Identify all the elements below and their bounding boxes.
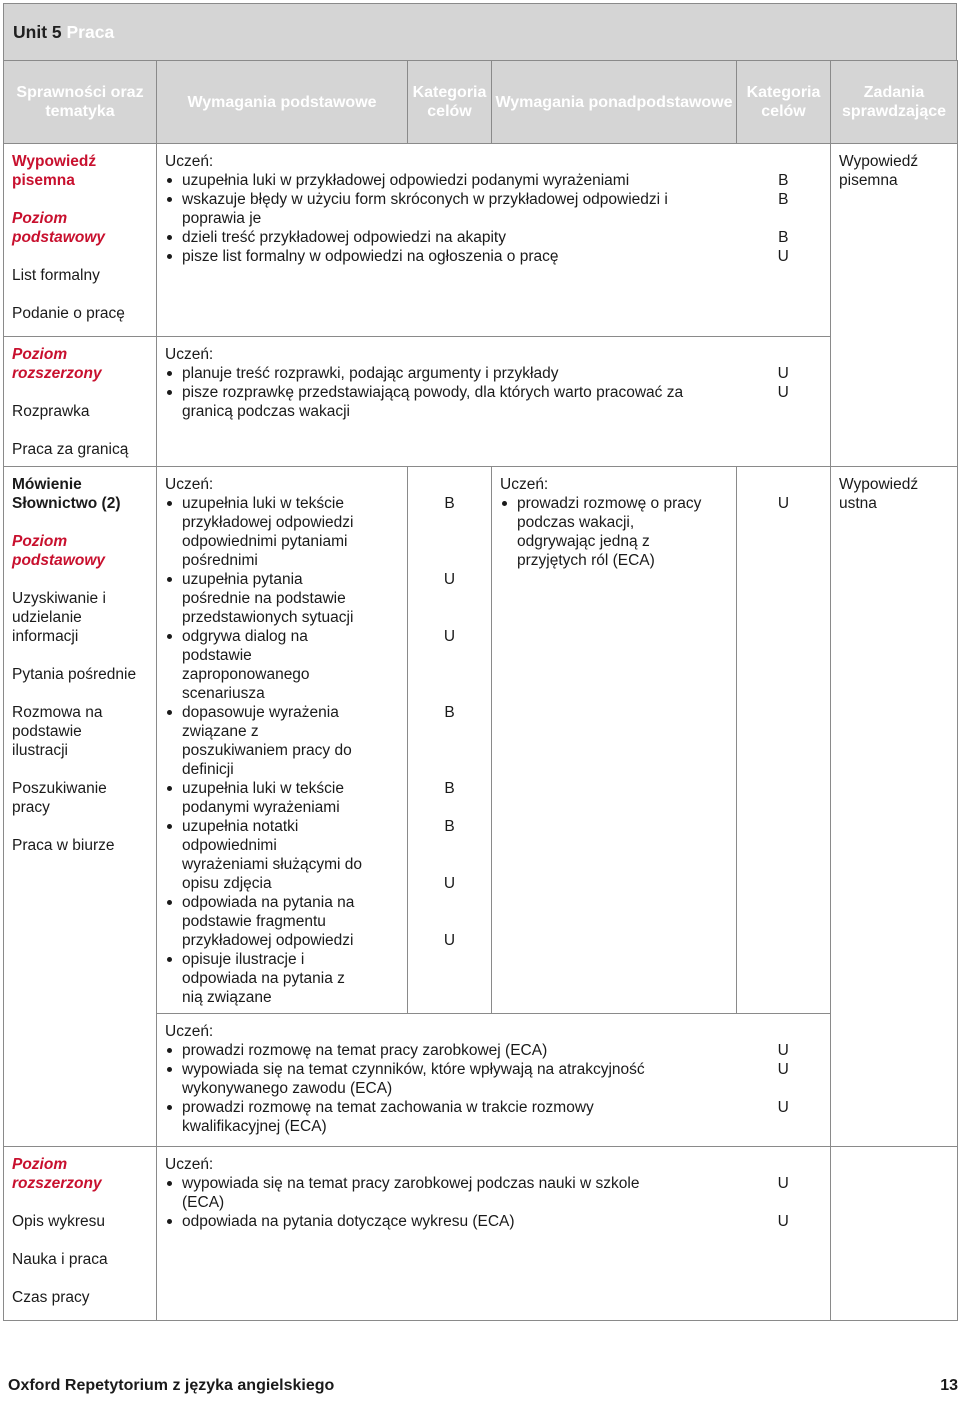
basic-req-cell: [157, 1147, 737, 1321]
topic-label: Praca w biurze: [12, 837, 115, 854]
page-number: 13: [940, 1377, 958, 1394]
req-list: [500, 494, 715, 570]
student-label: Uczeń:: [165, 153, 214, 170]
tasks-cell: [831, 467, 958, 1147]
category-code: U: [777, 1175, 789, 1192]
list-item: uzupełnia pytania pośrednie na podstawie przedstawionych sytuacji: [165, 570, 365, 627]
req-list: [165, 1174, 685, 1231]
list-item: uzupełnia luki w przykładowej odpowiedzi podanymi wyrażeniami: [165, 171, 725, 190]
category-code: B: [444, 495, 455, 512]
table-row: [4, 467, 958, 1014]
level-label: Poziom rozszerzony: [12, 346, 102, 382]
list-item: odpowiada na pytania na podstawie fragmentu przykładowej odpowiedzi: [165, 893, 365, 950]
tasks-cell: [831, 1147, 958, 1321]
list-item: uzupełnia notatki odpowiednimi wyrażeniami służącymi do opisu zdjęcia: [165, 817, 365, 893]
task-label: Wypowiedź ustna: [839, 476, 919, 512]
skills-cell: [4, 144, 157, 337]
category-code: U: [777, 1042, 789, 1059]
header-category-2: Kategoria celów: [737, 61, 831, 144]
category-code: B: [444, 704, 455, 721]
syllabus-page: [3, 3, 957, 1321]
category-code: B: [778, 172, 789, 189]
list-item: dzieli treść przykładowej odpowiedzi na akapity: [165, 228, 725, 247]
topic-label: Opis wykresu: [12, 1213, 106, 1230]
category-code: U: [443, 875, 456, 892]
req-list: [165, 1041, 685, 1136]
topic-label: Nauka i praca: [12, 1251, 108, 1268]
page-footer: [8, 1377, 958, 1395]
skills-cell: [4, 337, 157, 467]
topic-label: Czas pracy: [12, 1289, 90, 1306]
list-item: wypowiada się na temat pracy zarobkowej podczas nauki w szkole (ECA): [165, 1174, 685, 1212]
list-item: planuje treść rozprawki, podając argumenty i przykłady: [165, 364, 705, 383]
list-item: odpowiada na pytania dotyczące wykresu (ECA): [165, 1212, 685, 1231]
header-tasks: Zadania sprawdzające: [831, 61, 958, 144]
topic-label: Praca za granicą: [12, 441, 129, 458]
list-item: odgrywa dialog na podstawie zaproponowanego scenariusza: [165, 627, 365, 703]
level-label: Poziom podstawowy: [12, 210, 106, 246]
category-cell: [737, 1147, 831, 1321]
tasks-cell: [831, 144, 958, 467]
category-cell: [737, 467, 831, 1014]
table-row: [4, 337, 958, 467]
category-code: U: [777, 248, 789, 265]
table-header-row: [4, 61, 958, 144]
header-skills: Sprawności oraz tematyka: [4, 61, 157, 144]
list-item: prowadzi rozmowę na temat pracy zarobkowej (ECA): [165, 1041, 685, 1060]
list-item: uzupełnia luki w tekście podanymi wyrażeniami: [165, 779, 365, 817]
req-list: [165, 494, 365, 1007]
unit-title: Praca: [66, 22, 115, 42]
category-code: U: [443, 932, 456, 949]
level-label: Poziom rozszerzony: [12, 1156, 102, 1192]
list-item: wskazuje błędy w użyciu form skróconych w przykładowej odpowiedzi i poprawia je: [165, 190, 725, 228]
student-label: Uczeń:: [500, 476, 549, 493]
req-list: [165, 364, 705, 421]
skill-label: Wypowiedź pisemna: [12, 153, 97, 189]
category-code: B: [444, 818, 455, 835]
unit-title-bar: [3, 3, 957, 61]
category-code: U: [777, 384, 789, 401]
category-cell: [737, 144, 831, 337]
topic-label: Podanie o pracę: [12, 305, 125, 322]
skills-cell: [4, 467, 157, 1147]
category-code: U: [777, 1213, 789, 1230]
list-item: pisze rozprawkę przedstawiającą powody, dla których warto pracować za granicą podczas wakacji: [165, 383, 705, 421]
student-label: Uczeń:: [165, 476, 214, 493]
category-code: U: [443, 628, 456, 645]
skill-label: Mówienie: [12, 476, 82, 493]
topic-label: List formalny: [12, 267, 100, 284]
category-code: U: [777, 1099, 789, 1116]
topic-label: Uzyskiwanie i udzielanie informacji: [12, 590, 106, 645]
header-advanced-req: Wymagania ponadpodstawowe: [492, 61, 737, 144]
list-item: opisuje ilustracje i odpowiada na pytania z nią związane: [165, 950, 365, 1007]
wide-req-cell: [157, 1014, 737, 1147]
header-basic-req: Wymagania podstawowe: [157, 61, 408, 144]
level-label: Poziom podstawowy: [12, 533, 106, 569]
requirements-table: [3, 60, 958, 1321]
basic-req-cell: [157, 144, 737, 337]
list-item: prowadzi rozmowę na temat zachowania w trakcie rozmowy kwalifikacyjnej (ECA): [165, 1098, 685, 1136]
topic-label: Rozprawka: [12, 403, 90, 420]
category-code: U: [777, 495, 790, 512]
unit-prefix: Unit 5: [13, 22, 62, 42]
category-code: U: [443, 571, 456, 588]
student-label: Uczeń:: [165, 1156, 214, 1173]
list-item: prowadzi rozmowę o pracy podczas wakacji, odgrywając jedną z przyjętych ról (ECA): [500, 494, 715, 570]
advanced-req-cell: [492, 467, 737, 1014]
list-item: wypowiada się na temat czynników, które wpływają na atrakcyjność wykonywanego zawodu (ECA): [165, 1060, 685, 1098]
header-category-1: Kategoria celów: [408, 61, 492, 144]
topic-label: Rozmowa na podstawie ilustracji: [12, 704, 103, 759]
skills-cell: [4, 1147, 157, 1321]
category-cell: [737, 1014, 831, 1147]
topic-label: Poszukiwanie pracy: [12, 780, 107, 816]
list-item: pisze list formalny w odpowiedzi na ogłoszenia o pracę: [165, 247, 725, 266]
topic-label: Pytania pośrednie: [12, 666, 137, 683]
list-item: uzupełnia luki w tekście przykładowej odpowiedzi odpowiednimi pytaniami pośrednimi: [165, 494, 365, 570]
category-cell: [737, 337, 831, 467]
category-code: B: [778, 229, 789, 246]
category-code: B: [444, 780, 455, 797]
task-label: Wypowiedź pisemna: [839, 153, 919, 189]
basic-req-cell: [157, 467, 408, 1014]
student-label: Uczeń:: [165, 346, 214, 363]
category-code: U: [777, 1061, 789, 1078]
footer-title: Oxford Repetytorium z języka angielskiego: [8, 1377, 335, 1394]
table-row: [4, 144, 958, 337]
list-item: dopasowuje wyrażenia związane z poszukiwaniem pracy do definicji: [165, 703, 365, 779]
basic-req-cell: [157, 337, 737, 467]
category-code: U: [777, 365, 789, 382]
table-row: [4, 1147, 958, 1321]
student-label: Uczeń:: [165, 1023, 214, 1040]
category-cell: [408, 467, 492, 1014]
req-list: [165, 171, 725, 266]
category-code: B: [778, 191, 789, 208]
vocab-label: Słownictwo (2): [12, 495, 121, 512]
